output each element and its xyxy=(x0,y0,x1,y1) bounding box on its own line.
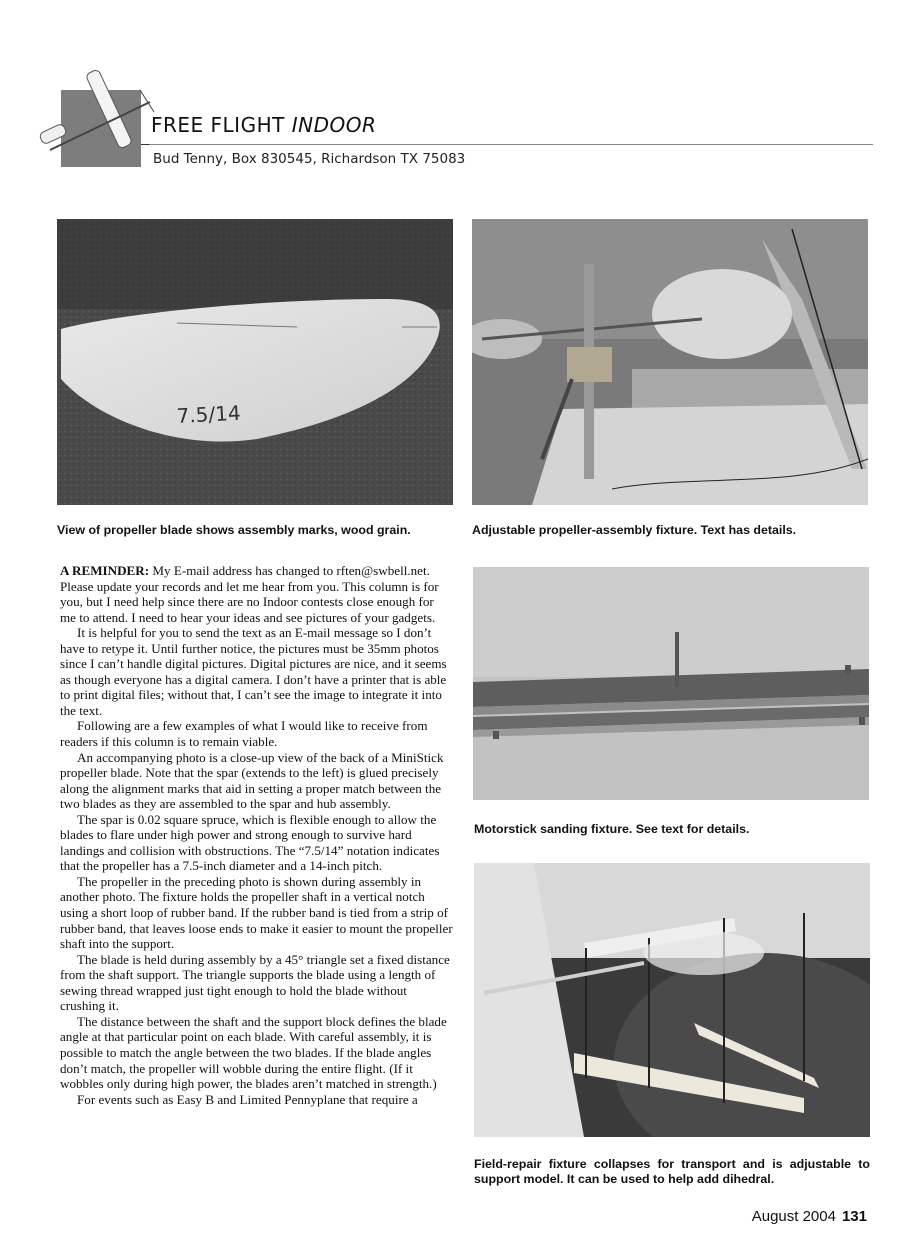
author-byline: Bud Tenny, Box 830545, Richardson TX 75083 xyxy=(153,151,466,167)
photo-motorstick-sanding-fixture xyxy=(473,567,869,800)
article-paragraph: The spar is 0.02 square spruce, which is flexible enough to allow the blades to flare under high power and strong enough to survive hard landings and collision with obstructions. The “7.5/14” notation indicates that the propeller has a 7.5-inch diameter and a 14-inch pitch. xyxy=(60,811,440,874)
page-footer xyxy=(752,1208,867,1225)
caption-motorstick-sanding-fixture: Motorstick sanding fixture. See text for details. xyxy=(474,822,750,836)
article-paragraph: A REMINDER: My E-mail address has changed to rften@swbell.net. Please update your records and let me hear from you. This column is for you, but I need help since there are no Indoor contests close enough for me to attend. I need to hear your ideas and see pictures of your gadgets. xyxy=(60,563,439,625)
article-paragraph: For events such as Easy B and Limited Pennyplane that require a xyxy=(77,1091,418,1107)
article-paragraph: The propeller in the preceding photo is shown during assembly in another photo. The fixture holds the propeller shaft in a vertical notch using a short loop of rubber band. If the rubber band is tied from a strip of rubber band, that leaves loose ends to make it easier to mount the propeller shaft into the support. xyxy=(60,873,453,952)
caption-propeller-blade: View of propeller blade shows assembly marks, wood grain. xyxy=(57,523,411,537)
article-paragraph: An accompanying photo is a close-up view of the back of a MiniStick propeller blade. Note that the spar (extends to the left) is glued precisely along the alignment marks that aid in setting a proper match between the two blades as they are assembled to the spar and hub assembly. xyxy=(60,749,444,812)
lead-in: A REMINDER: xyxy=(60,563,150,578)
airplane-logo-icon xyxy=(30,60,160,170)
page-number: 131 xyxy=(841,1208,867,1225)
column-title: FREE FLIGHT INDOOR xyxy=(151,113,377,137)
blade-marking: 7.5/14 xyxy=(176,400,242,428)
header-rule-accent xyxy=(141,144,149,145)
article-paragraph: The blade is held during assembly by a 45° triangle set a fixed distance from the shaft support. The triangle supports the blade using a length of sewing thread wrapped just tight enough to hold the blade without crushing it. xyxy=(60,951,450,1014)
header-rule xyxy=(149,144,873,145)
article-body xyxy=(60,563,453,1107)
article-paragraph: It is helpful for you to send the text as an E-mail message so I don’t have to retype it. Until further notice, the pictures must be 35mm photos since I can’t handle digital pictures. Digital pictures are nice, and it seems as though everyone has a digital camera. I don’t have a printer that is able to print digital files; without that, I can’t see the image to integrate it into the text. xyxy=(60,625,447,718)
issue-date: August 2004 xyxy=(751,1208,836,1225)
photo-field-repair-fixture xyxy=(474,863,870,1137)
photo-propeller-blade xyxy=(57,219,453,505)
article-paragraph: Following are a few examples of what I would like to receive from readers if this column is to remain viable. xyxy=(60,718,428,750)
photo-propeller-assembly-fixture xyxy=(472,219,868,505)
article-paragraph: The distance between the shaft and the support block defines the blade angle at that particular point on each blade. With careful assembly, it is possible to match the angle between the two blades. If the blade angles don’t match, the propeller will wobble during the entire flight. (If it wobbles only during high power, the blades aren’t matched in strength.) xyxy=(60,1013,447,1092)
caption-propeller-assembly-fixture: Adjustable propeller-assembly fixture. Text has details. xyxy=(472,523,797,537)
caption-field-repair-fixture: Field-repair fixture collapses for transport and is adjustable to support model. It can be used to help add dihedral. xyxy=(474,1157,870,1186)
